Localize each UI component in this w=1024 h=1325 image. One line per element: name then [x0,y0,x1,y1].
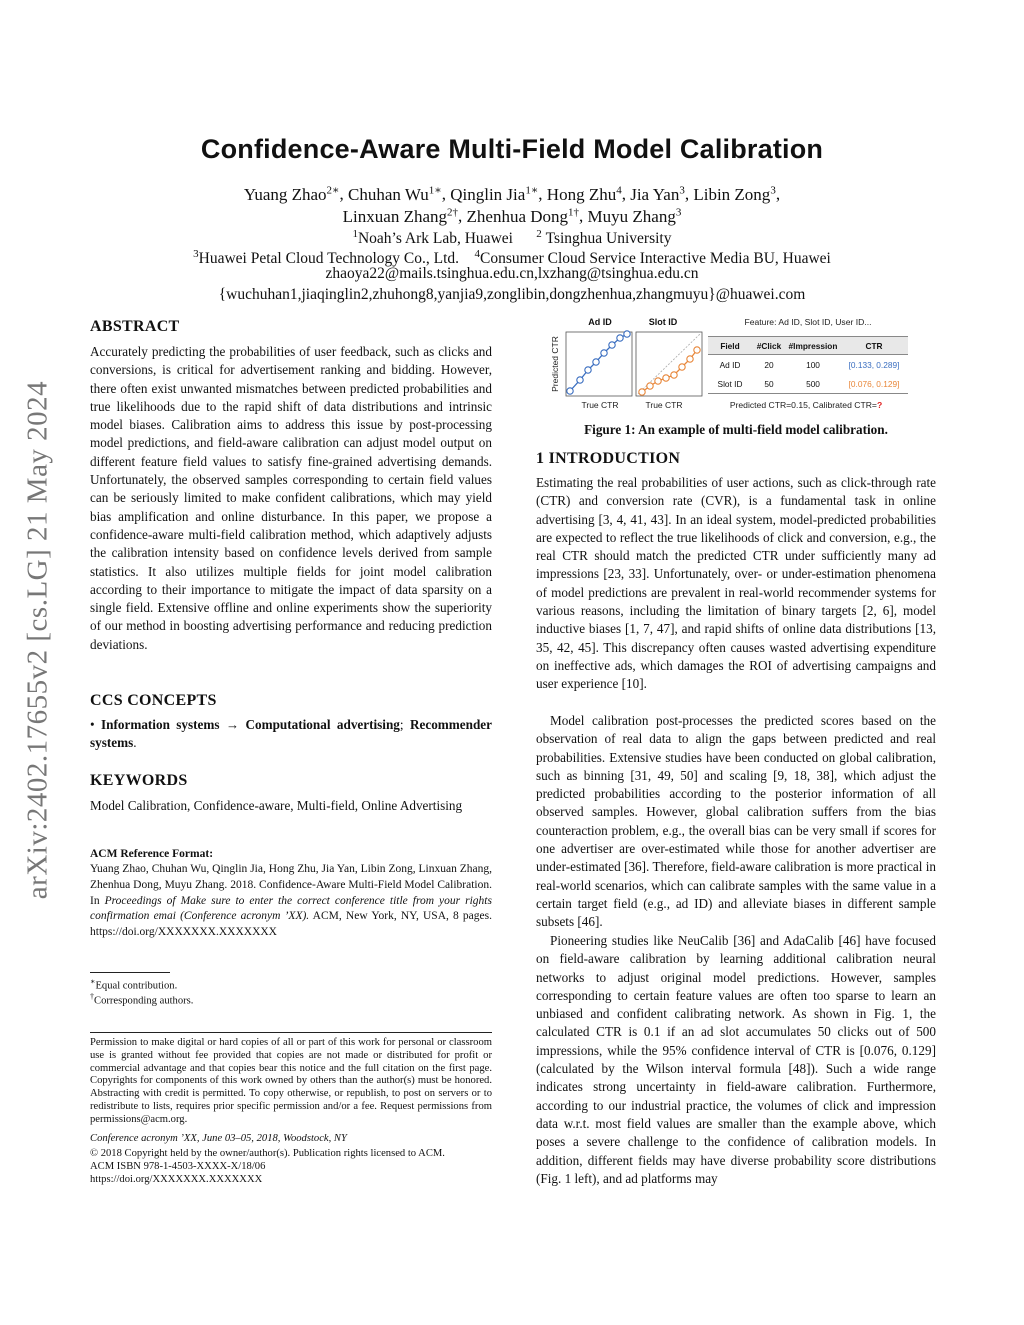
author: Jia Yan$^3$ [630,184,685,204]
figure-caption: Figure 1: An example of multi-field model calibration. [584,422,888,437]
data-point [593,359,599,365]
intro-heading: 1 INTRODUCTION [536,450,681,467]
question-mark: ? [876,400,883,410]
data-point [655,378,661,384]
author: Yuang Zhao$^{2∗}$ [243,184,340,204]
figure-table-header: Field #Click #Impression CTR [708,337,908,355]
acm-ref-text: Yuang Zhao, Chuhan Wu, Qinglin Jia, Hong Zhu, Jia Yan, Libin Zong, Linxuan Zhang, Zhenhua Dong, Muyu Zhang. 2018. Confidence-Aware Multi-Field Model Calibration. In Proceedings of Make sure to enter the correct conference title from your rights confirmation emai (Conference acronym ’XX). ACM, New York, NY, USA, 8 pages. https://doi.org/XXXXXXX.XXXXXXX [90,863,492,939]
y-axis-label: Predicted CTR [550,336,560,392]
data-point [567,388,573,394]
author: Qinglin Jia$^{1∗}$ [450,184,539,204]
doi-line: https://doi.org/XXXXXXX.XXXXXXX [90,1174,263,1185]
data-point [663,375,669,381]
abstract-text: Accurately predicting the probabilities of user feedback, such as clicks and conversions, is critical for advertisement ranking and bidding. However, there often exist unwanted mismatches between predicted probabilities and true likelihoods due to the rapid shift of data distributions and intrinsic model biases. Calibration aims to address this issue by post-processing model predictions, and field-aware calibration can adjust model output on different feature field values to satisfy fine-grained advertising demands. Unfortunately, the observed samples corresponding to certain field values can be seriously limited to make confident calibrations, which may yield bias amplification and online disturbance. In this paper, we propose a confidence-aware multi-field calibration method, which adaptively adjusts the calibration intensity based on confidence levels derived from sample statistics. It also utilizes multiple fields for joint model calibration according to their importance to mitigate the impact of data sparsity on a single field. Extensive offline and online experiments show the superiority of our method in boosting advertising performance and reducing prediction deviations. [90,344,492,652]
intro-paragraph-3: Pioneering studies like NeuCalib [36] and AdaCalib [46] have focused on field-aware calibration by learning additional calibration neural networks to adjust original model predictions. However, samples corresponding to certain feature values are often too sparse to learn an unbiased and confident calibrating network. As shown in Fig. 1, the calculated CTR is 0.1 if an ad slot accumulates 50 clicks out of 500 impressions, while the 95% confidence interval of CTR is [0.076, 0.129] (calculated by the Wilson interval formula [48]). Such a wide range indicates strong uncertainty in field-aware calibration. Furthermore, according to our industrial practice, the volumes of click and impression data w.r.t. most field values are smaller than the example above, which poses a severe challenge to the confidence of calibration models. In addition, different fields may have diverse probability score distributions (Fig. 1 left), and ad platforms may [536,933,936,1186]
author: Muyu Zhang$^3$ [587,206,682,226]
figure-table [708,336,908,394]
footnote-equal: ∗Equal contribution. [90,977,178,992]
permission-text: Permission to make digital or hard copies of all or part of this work for personal or classroom use is granted without fee provided that copies are not made or distributed for profit or commercial advantage and that copies bear this notice and the full citation on the first page. Copyrights for components of this work owned by others than the author(s) must be honored. Abstracting with credit is permitted. To copy otherwise, or republish, to post on servers or to redistribute to lists, requires prior specific permission and/or a fee. Request permissions from permissions@acm.org. [90,1037,492,1125]
author: Linxuan Zhang$^{2\dagger}$ [342,206,459,226]
paper-title: Confidence-Aware Multi-Field Model Calibration [200,134,824,164]
keywords-heading: KEYWORDS [90,772,188,789]
data-point [624,331,630,337]
ctr-interval-ad: [0.133, 0.289] [848,359,900,370]
author: Chuhan $Wu^{1∗}$ [348,184,442,204]
data-point [577,377,583,383]
footnote-corresponding: †Corresponding authors. [90,992,194,1007]
author-line-2: Linxuan Zhang$^{2\dagger}$, Zhenhua Dong$^{1\dagger}$, Muyu Zhang$^3$ [342,206,682,226]
ccs-concepts: • Information systems → Computational advertising; Recommender systems. [90,717,492,751]
copyright-line: © 2018 Copyright held by the owner/author(s). Publication rights licensed to ACM. [90,1148,445,1159]
arxiv-sidebar [16,330,60,950]
affiliation-line-2: $^3$Huawei Petal Cloud Technology Co., Ltd. $^4$Consumer Cloud Service Interactive Media BU, Huawei [193,248,831,268]
email-line-2: {wuchuhan1,jiaqinglin2,zhuhong8,yanjia9,zonglibin,dongzhenhua,zhangmuyu}@huawei.com [218,286,806,303]
table-row: Ad ID 20 100 [0.133, 0.289] [708,355,908,375]
data-point [609,342,615,348]
intro-paragraph-2: Model calibration post-processes the predicted scores based on the observation of real data to align the gaps between predicted and real probabilities. Extensive studies have been conducted on global calibration, such as binning [31, 49, 50] and scaling [9, 18, 38], which adjust the predicted probabilities according to the posterior information of all observed samples. However, global calibration suffers from the bias counteraction problem, e.g., the overall bias can be very small if scores for one advertiser are over-estimated while those for another advertiser are under-estimated [36]. Therefore, field-aware calibration is more practical in real-world scenarios, which can calibrate samples with the same value in a certain target field (e.g., ad ID) and alleviate biases in different sample subsets [46]. [536,713,936,930]
author: Zhenhua Dong$^{1\dagger}$ [466,206,580,226]
panel-title-ad: Ad ID [588,317,612,327]
data-point [671,372,677,378]
data-point [687,356,693,362]
isbn-line: ACM ISBN 978-1-4503-XXXX-X/18/06 [90,1161,266,1172]
data-point [601,350,607,356]
slot-series-points [639,347,700,395]
figure-1 [536,312,936,418]
figure-summary: Predicted CTR=0.15, Calibrated CTR=? [729,400,883,410]
keywords-text: Model Calibration, Confidence-aware, Multi-field, Online Advertising [90,798,463,813]
abstract-heading: ABSTRACT [90,318,180,335]
author-line-1: Yuang Zhao$^{2∗}$, Chuhan $Wu^{1∗}$, Qinglin Jia$^{1∗}$, Hong Zhu$^4$, Jia Yan$^3$, Libin Zong$^3$, [243,184,781,204]
x-axis-label-slot: True CTR [645,400,683,410]
acm-ref-heading: ACM Reference Format: [90,848,214,860]
data-point [585,367,591,373]
conference-line: Conference acronym ’XX, June 03–05, 2018, Woodstock, NY [90,1133,347,1144]
footnote-rule [90,972,170,973]
ctr-interval-slot: [0.076, 0.129] [840,374,908,394]
permission-rule [90,1032,492,1033]
data-point [639,389,645,395]
data-point [617,335,623,341]
arxiv-id: arXiv:2402.17655v2 [cs.LG] 21 May 2024 [21,380,54,900]
table-title: Feature: Ad ID, Slot ID, User ID... [744,317,872,327]
intro-paragraph-1: Estimating the real probabilities of user actions, such as click-through rate (CTR) and conversion rate (CVR), is a fundamental task in online advertising [3, 4, 41, 43]. In an ideal system, model-predicted probabilities are expected to reflect the true likelihoods of click and conversion, e.g., the real CTR should match the predicted CTR under sufficiently many ad impressions [23, 33]. Unfortunately, over- or under-estimation phenomena of model predictions are prevalent in real-world recommender systems for various reasons, including the limitation of binary targets [2, 6], model inductive biases [1, 7, 47], and rapid shifts of online data distributions [13, 35, 42, 45]. This discrepancy often causes wasted advertising expenditure on ineffective ads, which damages the ROI of advertising campaigns and user experience [10]. [536,475,936,692]
email-line-1: zhaoya22@mails.tsinghua.edu.cn,lxzhang@tsinghua.edu.cn [325,265,699,282]
affiliation-line-1: $^1$Noah’s Ark Lab, Huawei $^2$ Tsinghua University [352,228,672,248]
data-point [647,383,653,389]
table-row: Slot ID 50 500 [0.076, 0.129] [708,374,908,394]
author: Hong Zhu$^4$ [546,184,622,204]
panel-title-slot: Slot ID [648,317,678,327]
x-axis-label-ad: True CTR [581,400,619,410]
author: Libin Zong$^3$ [693,184,776,204]
ccs-heading: CCS CONCEPTS [90,692,217,709]
data-point [694,347,700,353]
data-point [679,364,685,370]
